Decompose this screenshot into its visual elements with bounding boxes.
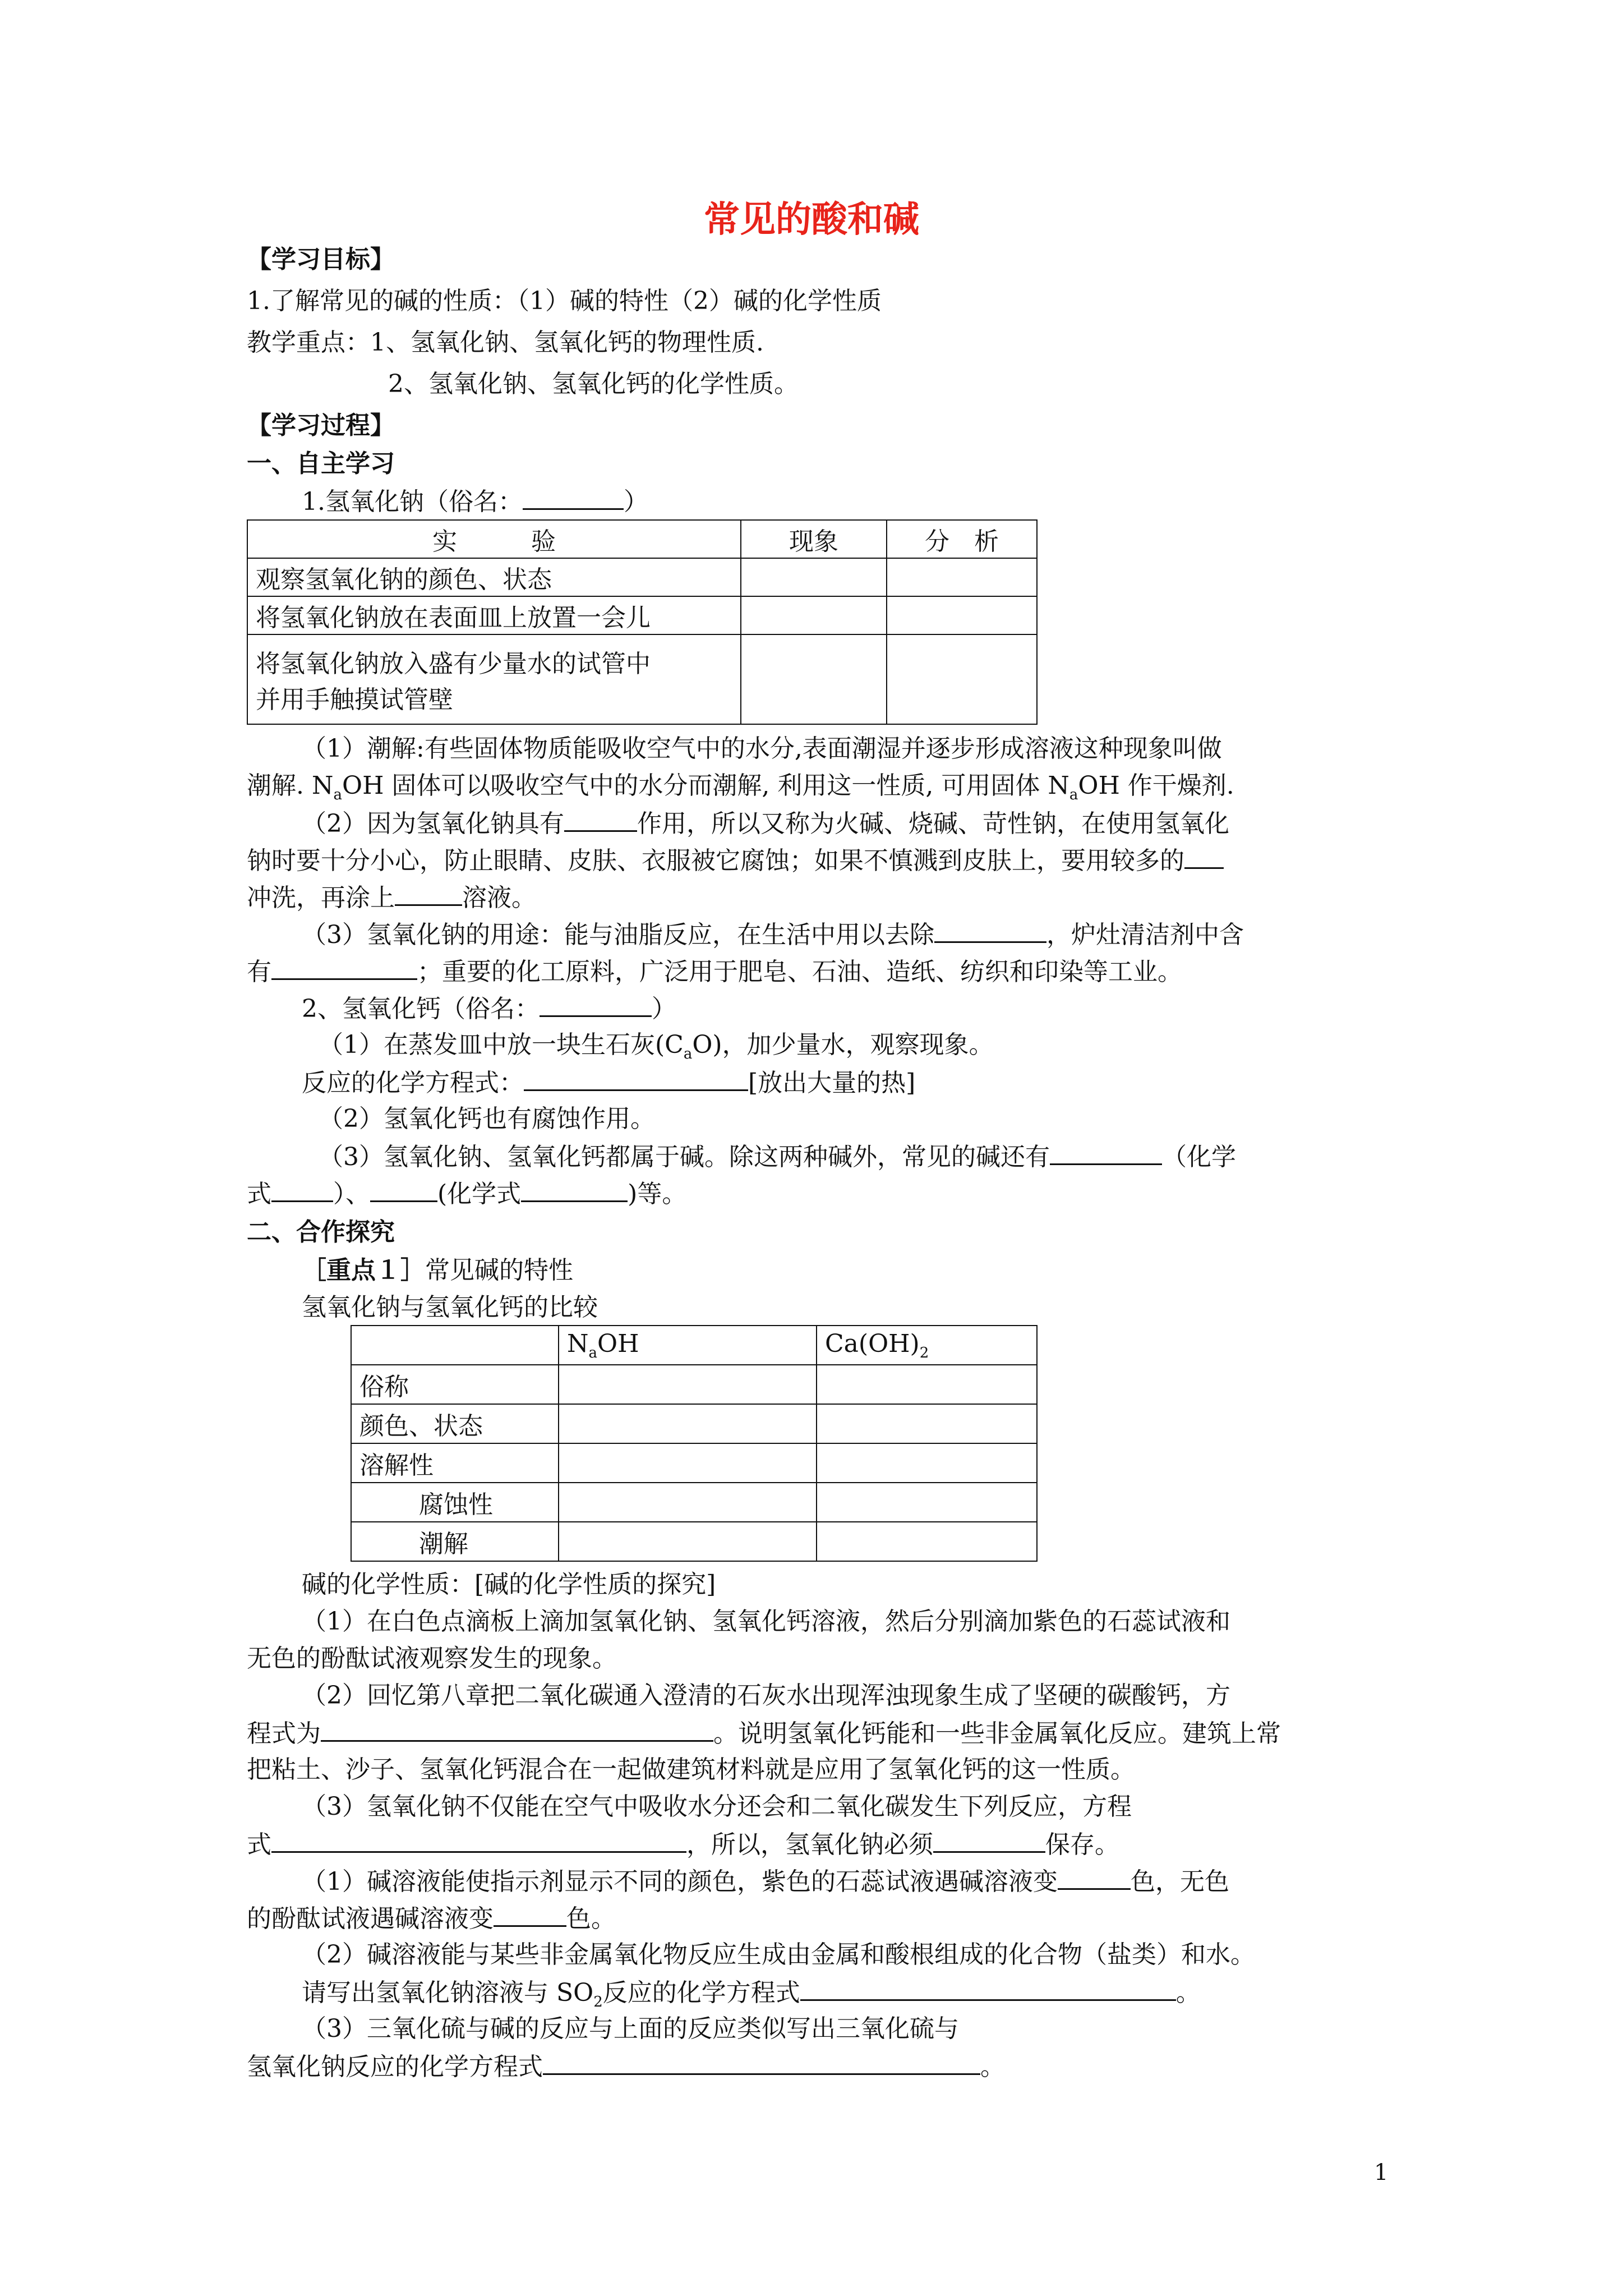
page-number: 1 bbox=[1374, 2160, 1389, 2185]
paragraph-line bbox=[247, 841, 1224, 880]
header-analysis: 分 析 bbox=[887, 520, 1037, 558]
text: 。说明氢氧化钙能和一些非金属氧化反应。建筑上常 bbox=[713, 1719, 1281, 1748]
text: 色。 bbox=[566, 1904, 616, 1933]
text: ）、 bbox=[333, 1180, 370, 1208]
paragraph-line bbox=[302, 1064, 915, 1102]
table-cell-blank[interactable] bbox=[887, 596, 1037, 634]
section-self-study: 一、自主学习 bbox=[247, 449, 395, 478]
table-row-label: 潮解 bbox=[351, 1522, 559, 1561]
paragraph-line: （1）在白色点滴板上滴加氢氧化钠、氢氧化钙溶液，然后分别滴加紫色的石蕊试液和 bbox=[302, 1607, 1230, 1636]
fill-blank[interactable] bbox=[271, 953, 417, 980]
paragraph-line bbox=[302, 804, 1229, 843]
fill-blank[interactable] bbox=[370, 1175, 437, 1202]
text: （1）碱溶液能使指示剂显示不同的颜色，紫色的石蕊试液遇碱溶液变 bbox=[302, 1867, 1058, 1896]
table-cell-blank[interactable] bbox=[559, 1443, 817, 1483]
text: N bbox=[567, 1329, 589, 1358]
paragraph-line bbox=[247, 2047, 1005, 2086]
key-point-1: 教学重点：1、氢氧化钠、氢氧化钙的物理性质. bbox=[247, 328, 764, 357]
text: （3）氢氧化钠、氢氧化钙都属于碱。除这两种碱外，常见的碱还有 bbox=[319, 1143, 1050, 1171]
text: 色，无色 bbox=[1131, 1867, 1229, 1896]
table-cell-blank[interactable] bbox=[741, 558, 887, 596]
paragraph-line: 把粘土、沙子、氢氧化钙混合在一起做建筑材料就是应用了氢氧化钙的这一性质。 bbox=[247, 1755, 1135, 1784]
header-naoh bbox=[559, 1326, 817, 1365]
text: 式 bbox=[247, 1180, 271, 1208]
page-title: 常见的酸和碱 bbox=[704, 199, 919, 241]
table-cell-blank[interactable] bbox=[817, 1404, 1037, 1443]
text: （1）在蒸发皿中放一块生石灰(C bbox=[319, 1030, 684, 1059]
text: （化学 bbox=[1162, 1143, 1236, 1171]
text: 氢氧化钠反应的化学方程式 bbox=[247, 2053, 543, 2081]
table-row-label: 将氢氧化钠放在表面皿上放置一会儿 bbox=[247, 596, 741, 634]
paragraph-line: （2）碱溶液能与某些非金属氧化物反应生成由金属和酸根组成的化合物（盐类）和水。 bbox=[302, 1940, 1255, 1969]
table-cell-blank[interactable] bbox=[559, 1365, 817, 1404]
key-point-heading bbox=[302, 1252, 573, 1289]
naoh-heading-close: ） bbox=[623, 487, 648, 516]
text: [放出大量的热] bbox=[748, 1069, 916, 1097]
text: 潮解. N bbox=[247, 771, 334, 800]
fill-blank[interactable] bbox=[1050, 1138, 1162, 1165]
header-experiment: 实 验 bbox=[247, 520, 741, 558]
table-cell-blank[interactable] bbox=[817, 1365, 1037, 1404]
section-cooperative-inquiry: 二、合作探究 bbox=[247, 1218, 395, 1246]
text: O)，加少量水，观察现象。 bbox=[692, 1030, 994, 1059]
fill-blank[interactable] bbox=[494, 1899, 566, 1927]
table-cell-blank[interactable] bbox=[887, 558, 1037, 596]
paragraph-line bbox=[247, 878, 536, 917]
chemical-properties-heading: 碱的化学性质：[碱的化学性质的探究] bbox=[302, 1570, 716, 1599]
text: ［重点１］ bbox=[302, 1256, 425, 1285]
paragraph-line bbox=[247, 953, 1182, 991]
fill-blank[interactable] bbox=[933, 1825, 1045, 1853]
paragraph-line bbox=[247, 1175, 686, 1213]
paragraph-line: （1）潮解:有些固体物质能吸收空气中的水分,表面潮湿并逐步形成溶液这种现象叫做 bbox=[302, 734, 1222, 763]
text: a bbox=[683, 1045, 693, 1062]
table-cell-blank[interactable] bbox=[817, 1483, 1037, 1522]
paragraph-line: （2）回忆第八章把二氧化碳通入澄清的石灰水出现浑浊现象生成了坚硬的碳酸钙，方 bbox=[302, 1681, 1230, 1710]
table-row-label: 溶解性 bbox=[351, 1443, 559, 1483]
text: 保存。 bbox=[1045, 1830, 1119, 1859]
table-cell-blank[interactable] bbox=[559, 1522, 817, 1561]
text: （2）因为氢氧化钠具有 bbox=[302, 809, 564, 838]
fill-blank[interactable] bbox=[521, 1175, 628, 1202]
table-corner bbox=[351, 1326, 559, 1365]
paragraph-line bbox=[247, 1899, 616, 1938]
row-text-line: 并用手触摸试管壁 bbox=[256, 685, 453, 714]
paragraph-line: 无色的酚酞试液观察发生的现象。 bbox=[247, 1644, 617, 1673]
fill-blank[interactable] bbox=[1184, 841, 1224, 869]
text: 反应的化学方程式： bbox=[302, 1069, 524, 1097]
text: （3）氢氧化钠的用途：能与油脂反应，在生活中用以去除 bbox=[302, 921, 934, 949]
text: ，炉灶清洁剂中含 bbox=[1046, 921, 1244, 949]
text: a bbox=[333, 786, 342, 803]
section-learning-goals: 【学习目标】 bbox=[247, 245, 395, 274]
text: OH 作干燥剂. bbox=[1078, 771, 1234, 800]
text: 。 bbox=[980, 2053, 1005, 2081]
equation-blank[interactable] bbox=[321, 1714, 713, 1742]
text: (化学式 bbox=[437, 1180, 522, 1208]
row-text-line: 将氢氧化钠放入盛有少量水的试管中 bbox=[256, 650, 651, 678]
table-row-label: 腐蚀性 bbox=[351, 1483, 559, 1522]
naoh-experiment-table bbox=[247, 519, 1038, 725]
fill-blank[interactable] bbox=[395, 878, 462, 906]
fill-blank[interactable] bbox=[564, 804, 637, 832]
paragraph-line bbox=[302, 915, 1244, 954]
text: 2 bbox=[919, 1344, 929, 1361]
text: OH 固体可以吸收空气中的水分而潮解, 利用这一性质, 可用固体 N bbox=[342, 771, 1069, 800]
naoh-alias-blank[interactable] bbox=[523, 482, 624, 510]
paragraph-line bbox=[247, 1825, 1119, 1864]
text: ；重要的化工原料，广泛用于肥皂、石油、造纸、纺织和印染等工业。 bbox=[417, 958, 1182, 986]
text: 。 bbox=[1175, 1978, 1201, 2007]
text: 2、氢氧化钙（俗名： bbox=[302, 995, 540, 1023]
text: ，所以，氢氧化钠必须 bbox=[686, 1830, 933, 1859]
fill-blank[interactable] bbox=[934, 915, 1046, 943]
equation-blank[interactable] bbox=[543, 2047, 980, 2075]
naoh-caoh-comparison-table bbox=[351, 1325, 1038, 1562]
header-phenomenon: 现象 bbox=[741, 520, 887, 558]
table-row-label: 观察氢氧化钠的颜色、状态 bbox=[247, 558, 741, 596]
key-point-2: 2、氢氧化钠、氢氧化钙的化学性质。 bbox=[388, 370, 799, 398]
text: ） bbox=[652, 995, 676, 1023]
text: 溶液。 bbox=[462, 884, 536, 912]
text: 有 bbox=[247, 958, 271, 986]
text: 冲洗，再涂上 bbox=[247, 884, 395, 912]
text: 作用，所以又称为火碱、烧碱、苛性钠，在使用氢氧化 bbox=[637, 809, 1229, 838]
paragraph-line: （3）三氧化硫与碱的反应与上面的反应类似写出三氧化硫与 bbox=[302, 2014, 959, 2043]
equation-blank[interactable] bbox=[524, 1064, 748, 1091]
paragraph-line bbox=[247, 1714, 1281, 1752]
naoh-heading-text: 1.氢氧化钠（俗名： bbox=[302, 487, 523, 516]
fill-blank[interactable] bbox=[1058, 1862, 1131, 1890]
text: )等。 bbox=[628, 1180, 687, 1208]
table-cell-blank[interactable] bbox=[741, 596, 887, 634]
table-row-label: 俗称 bbox=[351, 1365, 559, 1404]
text: Ca(OH) bbox=[825, 1329, 920, 1358]
caoh-heading bbox=[302, 990, 676, 1028]
section-learning-process: 【学习过程】 bbox=[247, 411, 395, 440]
table-row-label bbox=[247, 634, 741, 724]
fill-blank[interactable] bbox=[271, 1175, 333, 1202]
table-cell-blank[interactable] bbox=[817, 1522, 1037, 1561]
paragraph-line: （3）氢氧化钠不仅能在空气中吸收水分还会和二氧化碳发生下列反应，方程 bbox=[302, 1792, 1132, 1821]
table-row-label: 颜色、状态 bbox=[351, 1404, 559, 1443]
table-cell-blank[interactable] bbox=[559, 1404, 817, 1443]
comparison-heading: 氢氧化钠与氢氧化钙的比较 bbox=[302, 1293, 598, 1322]
text: OH bbox=[597, 1329, 639, 1358]
equation-blank[interactable] bbox=[271, 1825, 686, 1853]
text: 反应的化学方程式 bbox=[602, 1978, 800, 2007]
paragraph-line bbox=[302, 1862, 1229, 1901]
text: 2 bbox=[593, 1993, 603, 2010]
text: 钠时要十分小心，防止眼睛、皮肤、衣服被它腐蚀；如果不慎溅到皮肤上，要用较多的 bbox=[247, 846, 1184, 875]
objective-line: 1.了解常见的碱的性质：（1）碱的特性（2）碱的化学性质 bbox=[247, 287, 882, 315]
table-cell-blank[interactable] bbox=[559, 1483, 817, 1522]
text: a bbox=[1069, 786, 1078, 803]
paragraph-line bbox=[319, 1138, 1236, 1176]
header-caoh2 bbox=[817, 1326, 1037, 1365]
naoh-heading bbox=[302, 482, 648, 521]
text: 的酚酞试液遇碱溶液变 bbox=[247, 1904, 494, 1933]
text: 式 bbox=[247, 1830, 271, 1859]
paragraph-line: （2）氢氧化钙也有腐蚀作用。 bbox=[319, 1105, 655, 1133]
caoh-alias-blank[interactable] bbox=[540, 990, 652, 1017]
text: 程式为 bbox=[247, 1719, 321, 1748]
text: a bbox=[588, 1344, 598, 1361]
text: 常见碱的特性 bbox=[425, 1256, 573, 1285]
table-cell-blank[interactable] bbox=[817, 1443, 1037, 1483]
equation-blank[interactable] bbox=[800, 1973, 1176, 2001]
table-cell-blank[interactable] bbox=[887, 634, 1037, 724]
table-cell-blank[interactable] bbox=[741, 634, 887, 724]
text: 请写出氢氧化钠溶液与 SO bbox=[302, 1978, 594, 2007]
